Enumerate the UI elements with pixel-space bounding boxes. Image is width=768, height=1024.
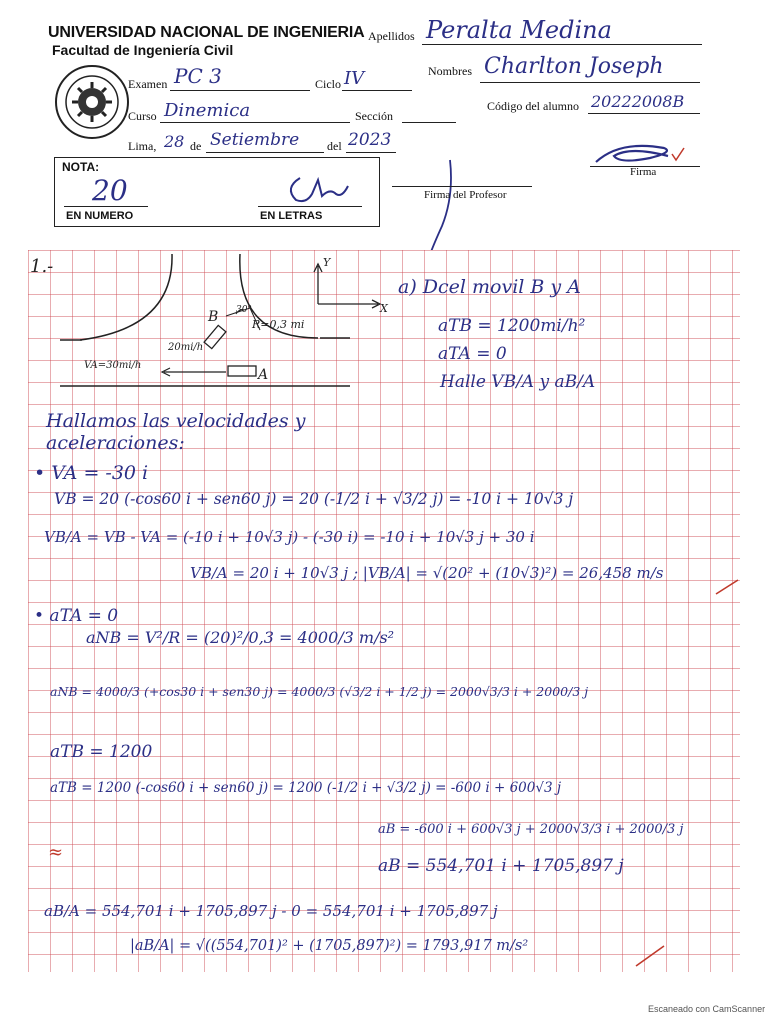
angle-label: 30° (236, 305, 252, 315)
work-line-1: • VA = -30 i (34, 462, 149, 484)
faculty-title: Facultad de Ingeniería Civil (52, 42, 234, 58)
del-label: del (327, 139, 342, 153)
work-line-5: • aTA = 0 (34, 606, 119, 626)
apellidos-label: Apellidos (368, 29, 415, 43)
firma-profesor-label: Firma del Profesor (424, 189, 507, 201)
given-line-3: aTA = 0 (438, 344, 507, 364)
de-label: de (190, 139, 202, 153)
work-line-9: aTB = 1200 (-cos60 i + sen60 j) = 1200 (-1/2 i + √3/2 j) = -600 i + 600√3 j (50, 780, 562, 796)
answer-check-1 (712, 576, 742, 598)
nombres-value: Charlton Joseph (484, 54, 664, 79)
grade-letters-signature (282, 172, 362, 208)
label-a: A (258, 367, 269, 383)
problem-number: 1.- (30, 256, 54, 277)
given-line-2: aTB = 1200mi/h² (438, 316, 586, 336)
work-line-13: |aB/A| = √((554,701)² + (1705,897)²) = 1793,917 m/s² (130, 938, 529, 954)
work-line-6: aNB = V²/R = (20)²/0,3 = 4000/3 m/s² (86, 628, 395, 647)
work-intro-2: aceleraciones: (46, 432, 185, 454)
work-intro-1: Hallamos las velocidades y (46, 410, 306, 432)
apellidos-value: Peralta Medina (426, 16, 612, 44)
day-value: 28 (164, 132, 185, 151)
curso-label: Curso (128, 109, 157, 123)
work-line-10: aB = -600 i + 600√3 j + 2000√3/3 i + 2000/3 j (378, 822, 684, 837)
nota-label: NOTA: (62, 160, 100, 174)
work-line-8: aTB = 1200 (50, 742, 153, 762)
label-b: B (208, 309, 219, 325)
work-line-2: VB = 20 (-cos60 i + sen60 j) = 20 (-1/2 i + √3/2 j) = -10 i + 10√3 j (54, 490, 574, 508)
margin-mark: ≈ (48, 842, 64, 863)
seccion-label: Sección (355, 109, 393, 123)
speed-a-label: VA=30mi/h (84, 360, 142, 371)
grade-number-label: EN NUMERO (66, 210, 134, 222)
curso-value: Dinemica (164, 100, 251, 121)
university-title: UNIVERSIDAD NACIONAL DE INGENIERIA (48, 24, 365, 41)
work-line-12: aB/A = 554,701 i + 1705,897 j - 0 = 554,701 i + 1705,897 j (44, 902, 498, 920)
ciclo-label: Ciclo (315, 77, 341, 91)
answer-check-2 (630, 942, 670, 970)
lima-label: Lima, (128, 139, 157, 153)
axis-x-label: X (380, 302, 388, 315)
radius-label: R=0,3 mi (252, 318, 305, 331)
firma-label: Firma (630, 166, 657, 178)
work-line-7: aNB = 4000/3 (+cos30 i + sen30 j) = 4000/3 (√3/2 i + 1/2 j) = 2000√3/3 i + 2000/3 j (50, 684, 589, 699)
nombres-label: Nombres (428, 64, 472, 78)
speed-b-label: 20mi/h (168, 342, 204, 353)
university-seal (54, 64, 130, 140)
work-line-11: aB = 554,701 i + 1705,897 j (378, 856, 624, 876)
given-line-4: Halle VB/A y aB/A (440, 372, 596, 392)
month-value: Setiembre (210, 130, 300, 150)
work-line-4: VB/A = 20 i + 10√3 j ; |VB/A| = √(20² + (10√3)²) = 26,458 m/s (190, 564, 664, 582)
given-line-1: a) Dcel movil B y A (398, 276, 581, 298)
ciclo-value: IV (344, 68, 365, 89)
examen-label: Examen (128, 77, 168, 91)
examen-value: PC 3 (174, 64, 222, 88)
year-value: 2023 (348, 130, 392, 150)
work-line-3: VB/A = VB - VA = (-10 i + 10√3 j) - (-30 i) = -10 i + 10√3 j + 30 i (44, 528, 535, 546)
grade-number-value: 20 (92, 174, 128, 207)
codigo-value: 20222008B (591, 92, 685, 111)
scanner-watermark: Escaneado con CamScanner (648, 1004, 766, 1014)
codigo-label: Código del alumno (487, 99, 579, 113)
grade-letters-label: EN LETRAS (260, 210, 323, 222)
problem-diagram (60, 254, 400, 394)
axis-y-label: Y (323, 256, 331, 269)
